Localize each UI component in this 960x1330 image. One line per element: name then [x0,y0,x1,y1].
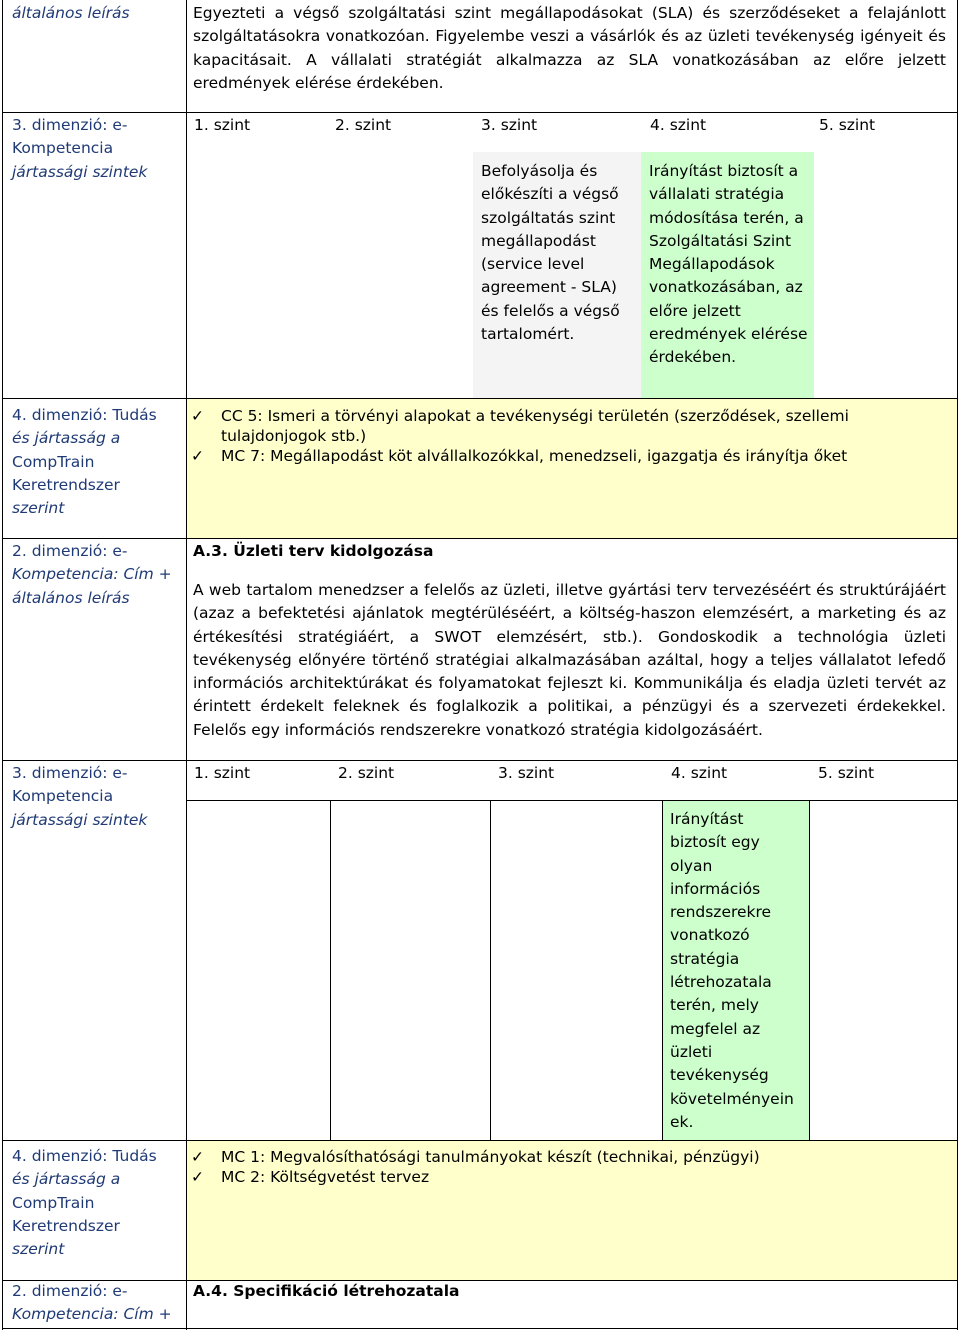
line: stratégia [670,949,740,968]
row-label-proficiency-levels-2 [0,762,186,832]
grid-h2 [2,398,958,399]
knowledge-list-1 [187,406,887,466]
row-label-proficiency-levels [0,114,186,184]
row-label-title-description [0,540,186,610]
level-1-header: 1. szint [194,764,251,782]
label-line: 2. dimenzió: e- [12,1282,128,1300]
grid-h4 [2,760,958,761]
label-line: 3. dimenzió: e- [12,116,128,134]
level-5-header: 5. szint [819,116,876,134]
knowledge-item [187,1147,887,1167]
grid-h3 [2,538,958,539]
level-4-header: 4. szint [671,764,728,782]
knowledge-item-text: MC 1: Megvalósíthatósági tanulmányokat készít (technikai, pénzügyi) [221,1148,760,1166]
level-4-description-2 [662,800,809,1134]
line: olyan [670,856,713,875]
label-line: általános leírás [12,4,130,22]
line: létrehozatala [670,973,772,992]
row-label-general-description [0,2,186,25]
label-line: Keretrendszer [12,475,120,494]
competence-title: A.3. Üzleti terv kidolgozása [193,542,434,560]
knowledge-list-2 [187,1147,887,1187]
level-5-header: 5. szint [818,764,875,782]
line: ek. [670,1112,694,1131]
sla-general-description: Egyezteti a végső szolgáltatási szint megállapodásokat (SLA) és szerződéseket a felajánlott szolgáltatásokra vonatkozóan. Figyelembe veszi a vásárlók és az üzleti tevékenység igényeit és kapacitásait. A vállalati stratégiát alkalmazza az SLA vonatkozásában az előre jelzett eredmények elérése érdekében. [193,4,946,92]
label-line: szerint [12,499,65,518]
label-line: 2. dimenzió: e- [12,542,128,560]
line: követelményein [670,1089,794,1108]
line: biztosít egy [670,833,760,852]
level-grid-h [187,800,958,801]
check-icon: ✓ [191,1168,204,1186]
label-line: 3. dimenzió: e- [12,764,128,782]
competence-description: A web tartalom menedzser a felelős az üzleti, illetve gyártási terv tervezéséért és struktúrájáért (azaz a befektetési ajánlatok megtérüléséért, a költség-haszon elemzésért, a marketing és az értékesítési stratégiáért, a SWOT elemzésért, stb.). Gondoskodik a technológia üzleti tevékenység előnyére történő stratégiai alkalmazásában azáltal, hogy a teljes vállalatot lefedő információs architektúrákat és folyamatokat fejleszt ki. Kommunikálja és eladja üzleti tervét az érintett érdekelt feleknek és foglalkozik a politikai, a pénzügyi és a szervezeti érdekekkel. Felelős egy információs rendszerekre vonatkozó stratégia kidolgozásáért. [193,581,946,739]
level-2-header: 2. szint [335,116,392,134]
line: megfelel az [670,1019,761,1038]
label-line: szerint [12,1240,65,1259]
knowledge-item-text: MC 2: Költségvetést tervez [221,1168,430,1186]
level-grid-v1 [330,800,331,1140]
row-label-knowledge-skills [0,404,186,520]
label-line: jártassági szintek [12,810,148,829]
knowledge-item [187,446,887,466]
line: Irányítást [670,810,744,828]
grid-right [957,0,958,1330]
grid-divider [186,0,187,1330]
label-line: és jártasság a [12,429,121,448]
row-label-knowledge-skills-2 [0,1145,186,1261]
level-2-header: 2. szint [338,764,395,782]
label-line: CompTrain [12,452,95,471]
line: üzleti [670,1042,713,1061]
check-icon: ✓ [191,1148,204,1166]
level-3-description: Befolyásolja és előkészíti a végső szolgáltatás szint megállapodást (service level agreement - SLA) és felelős a végső tartalomért. [481,162,620,344]
grid-h5 [2,1140,958,1141]
level-4-header: 4. szint [650,116,707,134]
knowledge-item-text: MC 7: Megállapodást köt alvállalkozókkal, menedzseli, igazgatja és irányítja őket [221,447,848,465]
level-3-header: 3. szint [481,116,538,134]
label-line: jártassági szintek [12,162,148,181]
label-line: Kompetencia: Cím + [12,565,172,584]
grid-bottom [2,1328,958,1329]
level-grid-v4 [809,800,810,1140]
line: információs [670,879,761,898]
label-line: Kompetencia [12,787,114,806]
label-line: CompTrain [12,1193,95,1212]
level-3-header: 3. szint [498,764,555,782]
label-line: 4. dimenzió: Tudás [12,1147,157,1165]
knowledge-item [187,406,887,446]
knowledge-item-text: CC 5: Ismeri a törvényi alapokat a tevékenységi területén (szerződések, szellemi tulajdonjogok stb.) [221,407,849,445]
level-headers-2 [187,762,958,792]
level-grid-v2 [490,800,491,1140]
row-label-title-description-2 [0,1280,186,1327]
line: tevékenység [670,1066,769,1085]
check-icon: ✓ [191,407,204,425]
level-headers [187,114,958,144]
label-line: Kompetencia [12,139,114,158]
label-line: Keretrendszer [12,1216,120,1235]
level-1-header: 1. szint [194,116,251,134]
label-line: 4. dimenzió: Tudás [12,406,157,424]
grid-h1 [2,112,958,113]
line: rendszerekre [670,903,772,922]
grid-left [2,0,3,1330]
label-line: általános leírás [12,588,130,607]
check-icon: ✓ [191,447,204,465]
line: terén, mely [670,996,759,1015]
level-4-description: Irányítást biztosít a vállalati stratégia módosítása terén, a Szolgáltatási Szint Megállapodások vonatkozásában, az előre jelzett eredmények elérése érdekében. [649,162,808,367]
line: vonatkozó [670,926,750,945]
knowledge-item [187,1167,887,1187]
competence-title-2: A.4. Specifikáció létrehozatala [193,1282,460,1300]
label-line: és jártasság a [12,1170,121,1189]
label-line: Kompetencia: Cím + [12,1305,172,1324]
